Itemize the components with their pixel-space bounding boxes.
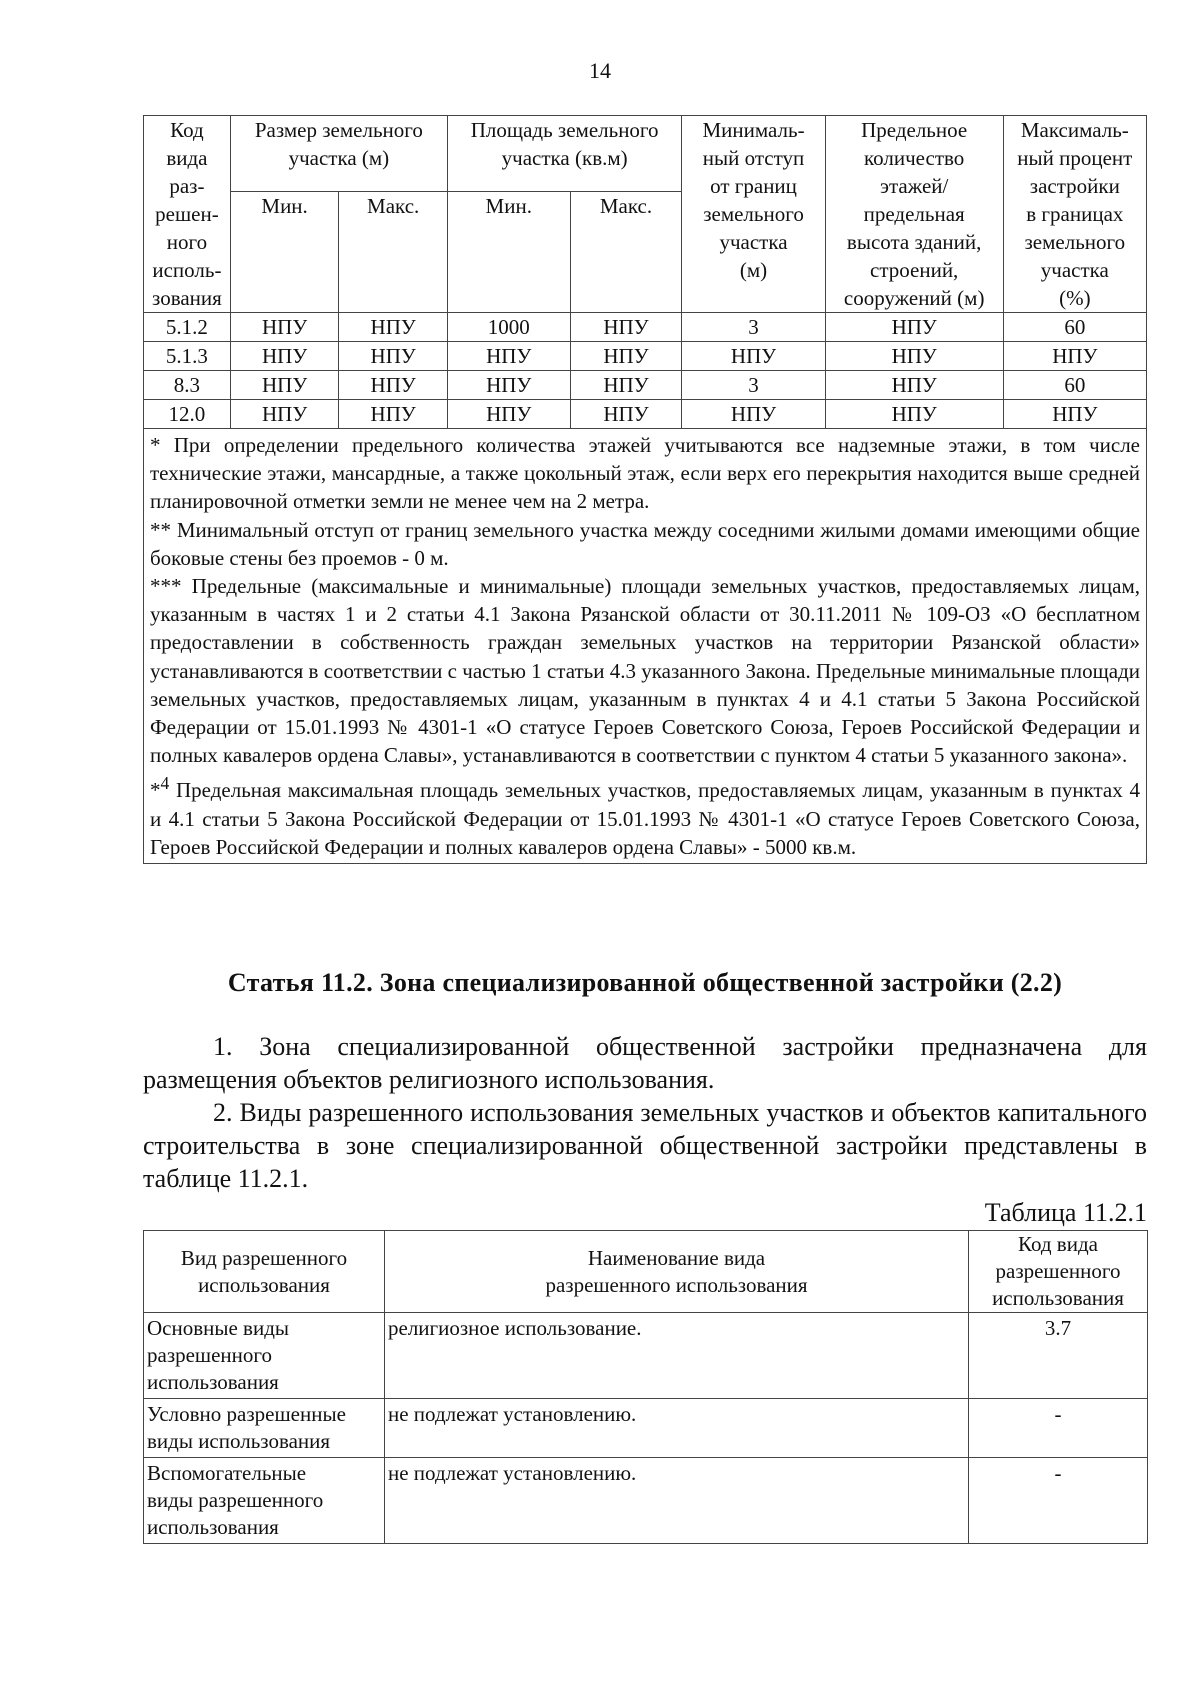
cell: НПУ	[825, 313, 1003, 342]
cell: НПУ	[1003, 342, 1146, 371]
header-area-min: Мин.	[447, 192, 570, 313]
cell: НПУ	[339, 313, 448, 342]
cell: НПУ	[825, 371, 1003, 400]
header-min-setback: Минималь- ный отступ от границ земельного участка (м)	[682, 116, 825, 313]
permitted-uses-table	[143, 1230, 1148, 1544]
article-title: Статья 11.2. Зона специализированной общественной застройки (2.2)	[227, 968, 1063, 997]
footnote-1: * При определении предельного количества этажей учитываются все надземные этажи, в том числе технические этажи, мансардные, а также цокольный этаж, если верх его перекрытия находится выше средней планировочной отметки земли не менее чем на 2 метра.	[150, 433, 1140, 514]
cell: НПУ	[339, 371, 448, 400]
table-row	[144, 371, 1147, 400]
cell-use-type: Основные виды разрешенного использования	[144, 1313, 385, 1399]
cell-use-type: Вспомогательные виды разрешенного использования	[144, 1458, 385, 1544]
cell: НПУ	[825, 400, 1003, 429]
cell-code: 12.0	[144, 400, 231, 429]
cell-use-name: не подлежат установлению.	[385, 1399, 969, 1458]
table-row	[144, 400, 1147, 429]
cell-use-code: -	[969, 1458, 1148, 1544]
cell: НПУ	[825, 342, 1003, 371]
cell: НПУ	[447, 371, 570, 400]
cell: НПУ	[570, 400, 682, 429]
cell-use-type: Условно разрешенные виды использования	[144, 1399, 385, 1458]
cell: 3	[682, 371, 825, 400]
page-number: 14	[589, 58, 611, 83]
table-row	[144, 1458, 1148, 1544]
cell: НПУ	[447, 400, 570, 429]
cell: 60	[1003, 371, 1146, 400]
footnote-2: ** Минимальный отступ от границ земельного участка между соседними жилыми домами имеющими общие боковые стены без проемов - 0 м.	[150, 517, 1140, 570]
cell: НПУ	[230, 342, 339, 371]
cell-use-name: религиозное использование.	[385, 1313, 969, 1399]
cell-code: 8.3	[144, 371, 231, 400]
cell: 1000	[447, 313, 570, 342]
footnote-4: *$^4$ Предельная максимальная площадь земельных участков, предоставляемых лицам, указанным в пунктах 4 и 4.1 статьи 5 Закона Российской Федерации от 15.01.1993 № 4301-1 «О статусе Героев Советского Союза, Героев Российской Федерации и полных кавалеров ордена Славы» - 5000 кв.м.	[150, 773, 1140, 859]
header-plot-size: Размер земельного участка (м)	[230, 116, 447, 192]
cell: НПУ	[447, 342, 570, 371]
cell: НПУ	[682, 342, 825, 371]
header-use-code: Код вида разрешенного использования	[969, 1231, 1148, 1313]
header-max-floors: Предельное количество этажей/ предельная высота зданий, строений, сооружений (м)	[825, 116, 1003, 313]
cell: НПУ	[339, 342, 448, 371]
table-row	[144, 1313, 1148, 1399]
cell-use-name: не подлежат установлению.	[385, 1458, 969, 1544]
cell: НПУ	[682, 400, 825, 429]
cell: 60	[1003, 313, 1146, 342]
cell: НПУ	[570, 342, 682, 371]
header-plot-area: Площадь земельного участка (кв.м)	[447, 116, 681, 192]
cell: НПУ	[230, 371, 339, 400]
cell: НПУ	[339, 400, 448, 429]
table-row	[144, 1399, 1148, 1458]
header-use-type: Вид разрешенного использования	[144, 1231, 385, 1313]
header-max-coverage: Максималь- ный процент застройки в границах земельного участка (%)	[1003, 116, 1146, 313]
cell: НПУ	[230, 313, 339, 342]
table-footnotes	[144, 429, 1147, 864]
cell-code: 5.1.2	[144, 313, 231, 342]
header-size-min: Мин.	[230, 192, 339, 313]
cell: НПУ	[570, 313, 682, 342]
paragraph-1: 1. Зона специализированной общественной застройки предназначена для размещения объектов религиозного использования.	[143, 1032, 1147, 1094]
cell: НПУ	[1003, 400, 1146, 429]
land-parameters-table	[143, 115, 1147, 864]
cell: НПУ	[230, 400, 339, 429]
header-size-max: Макс.	[339, 192, 448, 313]
cell: НПУ	[570, 371, 682, 400]
cell-use-code: 3.7	[969, 1313, 1148, 1399]
header-code: Код вида раз- решен- ного исполь- зования	[144, 116, 231, 313]
header-use-name: Наименование вида разрешенного использования	[385, 1231, 969, 1313]
table-row	[144, 342, 1147, 371]
cell-use-code: -	[969, 1399, 1148, 1458]
cell: 3	[682, 313, 825, 342]
paragraph-2: 2. Виды разрешенного использования земельных участков и объектов капитального строительства в зоне специализированной общественной застройки представлены в таблице 11.2.1.	[143, 1098, 1147, 1193]
table-caption: Таблица 11.2.1	[984, 1198, 1147, 1227]
cell-code: 5.1.3	[144, 342, 231, 371]
footnote-3: *** Предельные (максимальные и минимальные) площади земельных участков, предоставляемых лицам, указанным в частях 1 и 2 статьи 4.1 Закона Рязанской области от 30.11.2011 № 109-ОЗ «О бесплатном предоставлении в собственность граждан земельных участков на территории Рязанской области» устанавливаются в соответствии с частью 1 статьи 4.3 указанного Закона. Предельные минимальные площади земельных участков, предоставляемых лицам, указанным в пунктах 4 и 4.1 статьи 5 Закона Российской Федерации от 15.01.1993 № 4301-1 «О статусе Героев Советского Союза, Героев Российской Федерации и полных кавалеров ордена Славы», устанавливаются в соответствии с пунктом 4 статьи 5 указанного закона».	[150, 574, 1140, 768]
header-area-max: Макс.	[570, 192, 682, 313]
table-row	[144, 313, 1147, 342]
